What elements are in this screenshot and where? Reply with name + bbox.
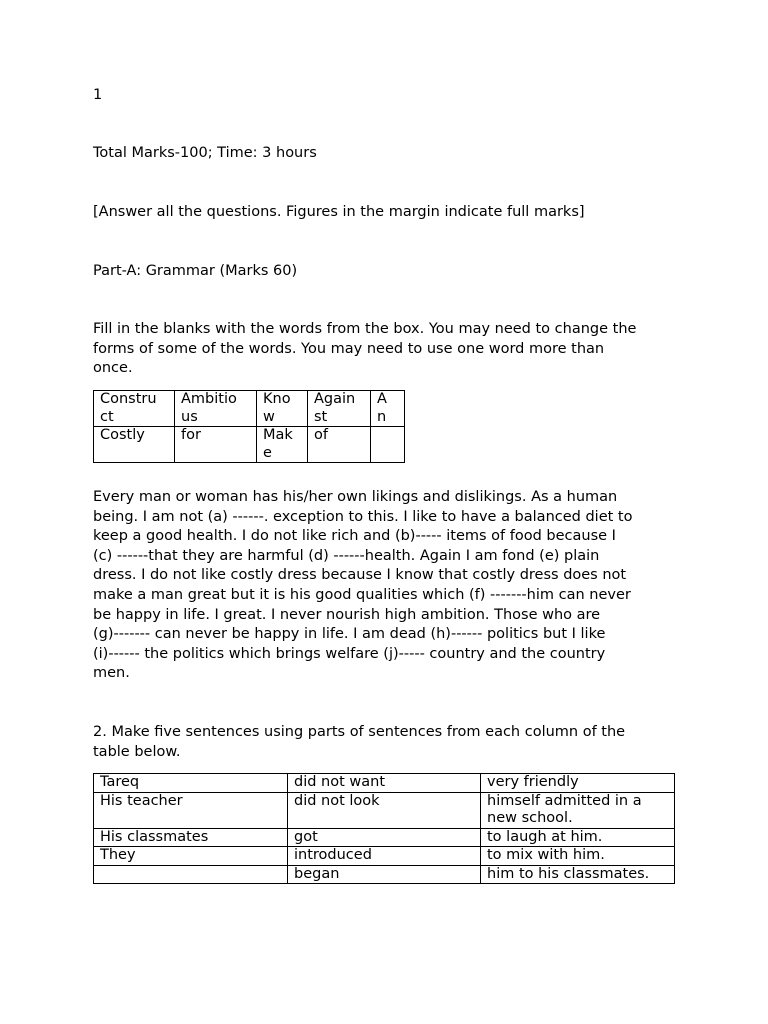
word-box-cell: for <box>175 427 257 463</box>
total-marks: Total Marks-100; Time: 3 hours <box>93 145 317 161</box>
q1-instruction <box>93 320 677 379</box>
q2-instruction-line: table below. <box>93 743 181 760</box>
passage-line: men. <box>93 665 130 682</box>
table-cell: to mix with him. <box>481 847 675 866</box>
passage-line: make a man great but it is his good qualities which (f) -------him can never <box>93 586 631 603</box>
sentence-parts-table <box>93 773 675 884</box>
table-cell: His teacher <box>94 792 288 828</box>
q1-instruction-line: Fill in the blanks with the words from the box. You may need to change the <box>93 321 637 337</box>
table-row <box>94 792 675 828</box>
passage-line: keep a good health. I do not like rich and (b)----- items of food because I <box>93 528 616 545</box>
table-cell: They <box>94 847 288 866</box>
part-a-title: Part-A: Grammar (Marks 60) <box>93 263 298 279</box>
word-box-cell <box>371 427 405 463</box>
table-row <box>94 774 675 793</box>
passage-line: dress. I do not like costly dress because I know that costly dress does not <box>93 567 627 584</box>
table-cell: to laugh at him. <box>481 828 675 847</box>
table-row <box>94 828 675 847</box>
q1-instruction-line: once. <box>93 360 133 377</box>
table-cell: Tareq <box>94 774 288 793</box>
table-cell <box>94 865 288 884</box>
q2-instruction-line: 2. Make five sentences using parts of sentences from each column of the <box>93 724 626 740</box>
table-cell: did not look <box>288 792 481 828</box>
table-cell: him to his classmates. <box>481 865 675 884</box>
word-box-cell: Costly <box>94 427 175 463</box>
word-box-row <box>94 427 405 463</box>
word-box-cell: A n <box>371 391 405 427</box>
word-box-cell: Constru ct <box>94 391 175 427</box>
table-cell: himself admitted in a new school. <box>481 792 675 828</box>
word-box-cell: Kno w <box>257 391 308 427</box>
table-row <box>94 865 675 884</box>
q1-passage <box>93 488 677 684</box>
passage-line: (g)------- can never be happy in life. I am dead (h)------ politics but I like <box>93 626 606 643</box>
word-box-cell: of <box>308 427 371 463</box>
passage-line: (c) ------that they are harmful (d) ------health. Again I am fond (e) plain <box>93 547 600 564</box>
passage-line: be happy in life. I great. I never nourish high ambition. Those who are <box>93 606 601 623</box>
word-box-row <box>94 391 405 427</box>
table-cell: introduced <box>288 847 481 866</box>
word-box-table <box>93 390 405 463</box>
table-cell: did not want <box>288 774 481 793</box>
table-row <box>94 847 675 866</box>
q1-instruction-line: forms of some of the words. You may need to use one word more than <box>93 340 605 357</box>
page-number: 1 <box>93 87 103 103</box>
table-cell: very friendly <box>481 774 675 793</box>
exam-instruction: [Answer all the questions. Figures in the margin indicate full marks] <box>93 204 585 220</box>
passage-line: Every man or woman has his/her own likings and dislikings. As a human <box>93 489 618 505</box>
passage-line: being. I am not (a) ------. exception to this. I like to have a balanced diet to <box>93 508 633 525</box>
word-box-cell: Mak e <box>257 427 308 463</box>
word-box-cell: Again st <box>308 391 371 427</box>
table-cell: began <box>288 865 481 884</box>
word-box-cell: Ambitio us <box>175 391 257 427</box>
table-cell: His classmates <box>94 828 288 847</box>
passage-line: (i)------ the politics which brings welfare (j)----- country and the country <box>93 645 606 662</box>
table-cell: got <box>288 828 481 847</box>
q2-instruction <box>93 723 677 762</box>
